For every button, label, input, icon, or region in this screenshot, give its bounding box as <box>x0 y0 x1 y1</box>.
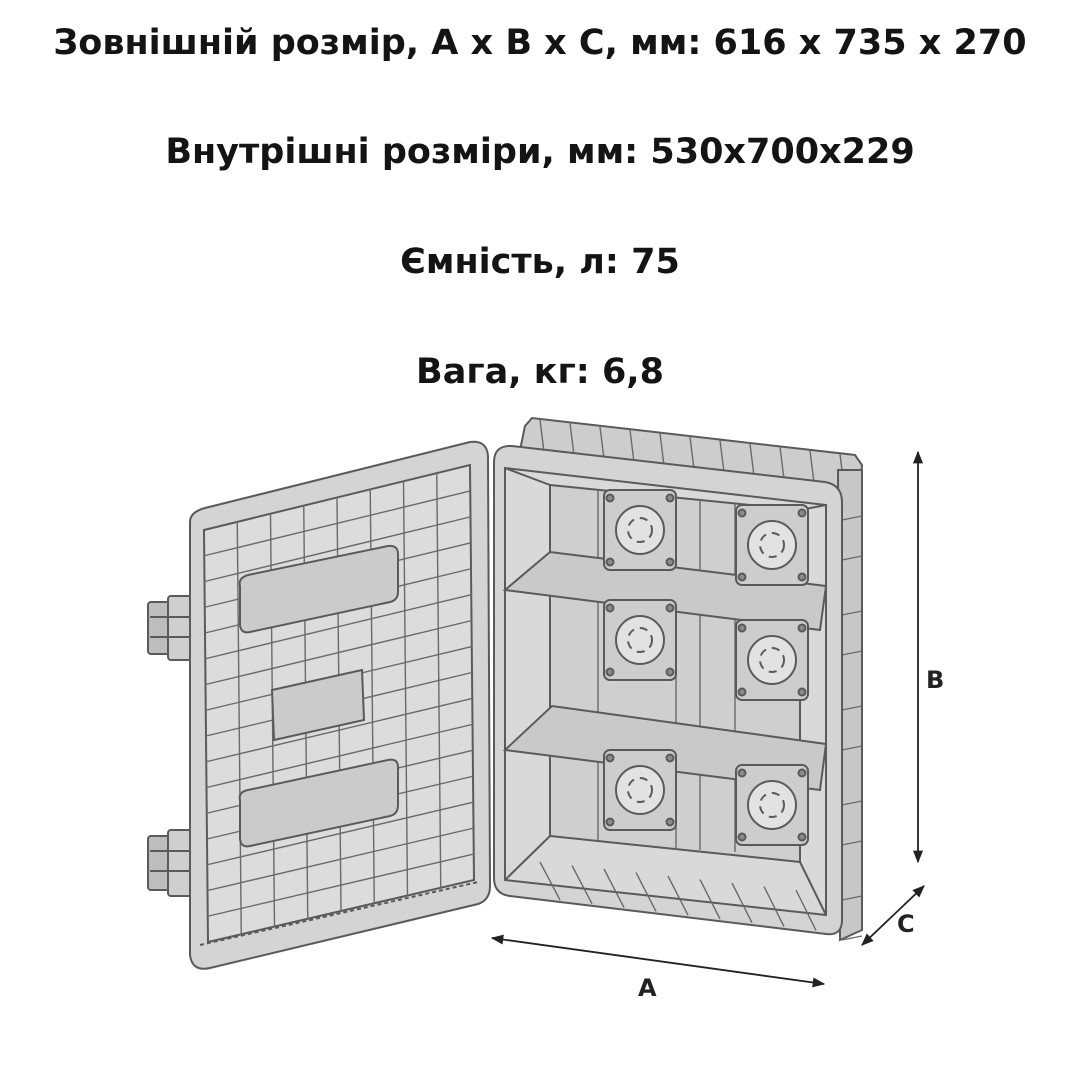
external-size-text: Зовнішній розмір, A x B x C, мм: 616 x 735 x 270 <box>53 23 1027 63</box>
b-dimension-label: B <box>926 666 945 694</box>
weight-text: Вага, кг: 6,8 <box>416 352 664 392</box>
a-dimension-line <box>492 938 824 984</box>
capacity-text: Ємність, л: 75 <box>400 242 680 282</box>
internal-size-text: Внутрішні розміри, мм: 530x700x229 <box>165 132 915 172</box>
cabinet-body <box>494 418 862 940</box>
a-dimension-label: A <box>638 974 657 1002</box>
c-dimension-label: C <box>897 910 915 938</box>
c-dimension-line <box>862 886 924 945</box>
cabinet-door <box>148 442 490 969</box>
